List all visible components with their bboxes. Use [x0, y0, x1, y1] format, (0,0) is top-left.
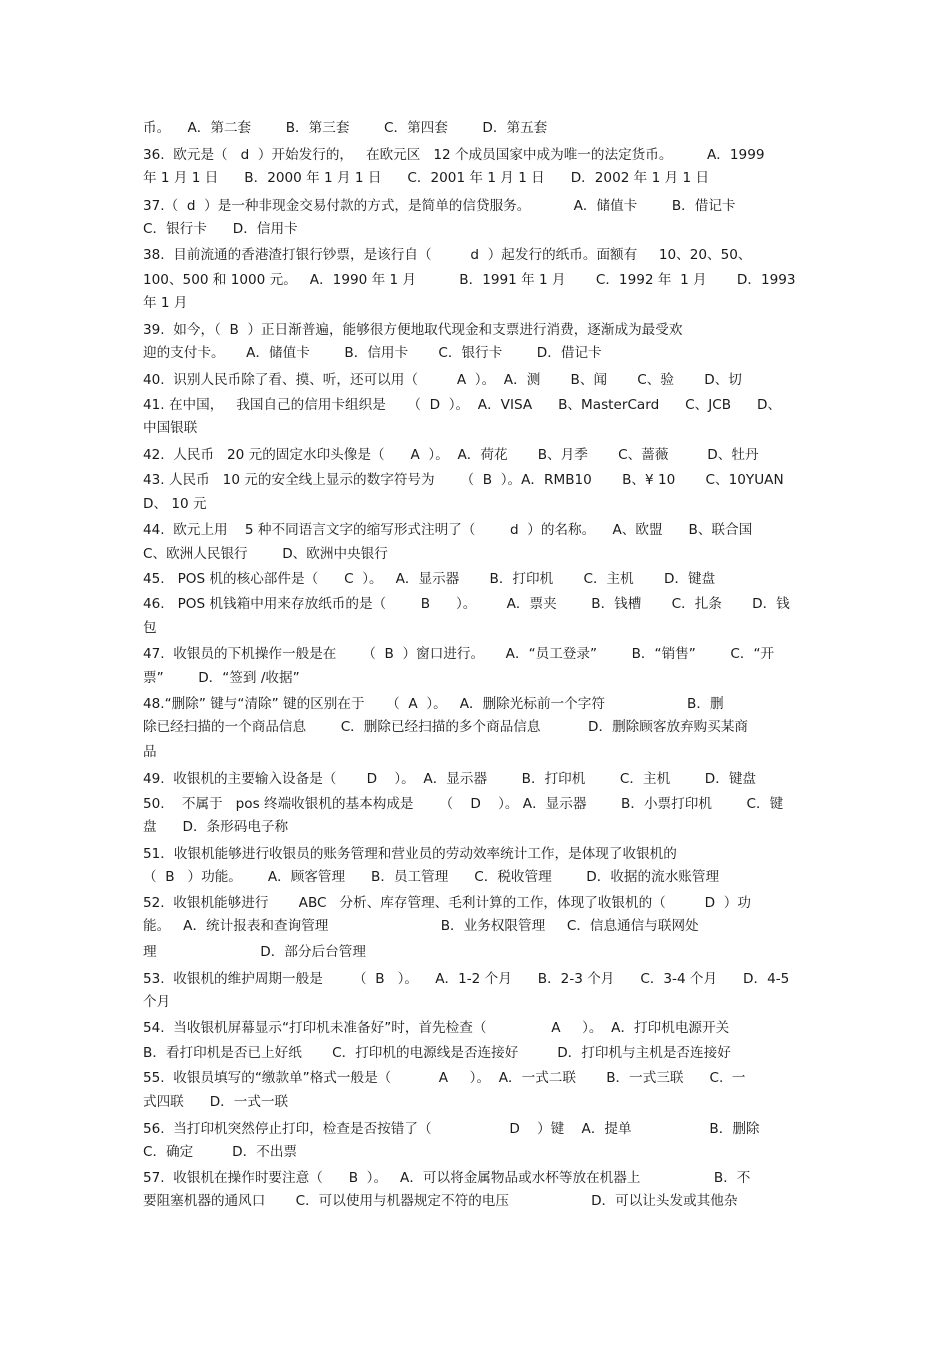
text-line: 47. 收银员的下机操作一般是在 （ B ）窗口进行。 A．“员工登录” B．“销售” C．“开 — [143, 646, 775, 662]
text-line: 票” D．“签到 /收据” — [143, 670, 300, 686]
text-line: 36. 欧元是（ d ）开始发行的， 在欧元区 12 个成员国家中成为唯一的法定货币。 A．1999 — [143, 147, 765, 163]
text-line: 包 — [143, 620, 157, 636]
text-line: 55. 收银员填写的“缴款单”格式一般是（ A ）。 A．一式二联 B．一式三联 C. 一 — [143, 1070, 746, 1086]
text-line: 43. 人民币 10 元的安全线上显示的数字符号为 （ B ）。A．RMB10 B、¥ 10 C、10YUAN — [143, 472, 784, 488]
text-line: 要阻塞机器的通风口 C．可以使用与机器规定不符的电压 D．可以让头发或其他杂 — [143, 1193, 738, 1209]
text-line: 中国银联 — [143, 420, 198, 436]
text-line: 100、500 和 1000 元。 A．1990 年 1 月 B．1991 年 1 月 C．1992 年 1 月 D．1993 — [143, 272, 796, 288]
text-line: 品 — [143, 744, 157, 760]
text-line: 39. 如今，（ B ）正日渐普遍，能够很方便地取代现金和支票进行消费，逐渐成为最受欢 — [143, 322, 683, 338]
text-line: 币。 A．第二套 B．第三套 C．第四套 D．第五套 — [143, 120, 548, 136]
text-line: 53. 收银机的维护周期一般是 （ B ）。 A．1-2 个月 B．2-3 个月 C．3-4 个月 D．4-5 — [143, 971, 790, 987]
text-line: （ B ）功能。 A．顾客管理 B．员工管理 C．税收管理 D．收据的流水账管理 — [143, 869, 720, 885]
text-line: D、 10 元 — [143, 496, 207, 512]
text-line: 42. 人民币 20 元的固定水印头像是（ A ）。 A．荷花 B、月季 C、蔷薇 D、牡丹 — [143, 447, 759, 463]
text-line: 理 D．部分后台管理 — [143, 944, 366, 960]
text-line: 41. 在中国， 我国自己的信用卡组织是 （ D ）。 A．VISA B、MasterCard C、JCB D、 — [143, 397, 782, 413]
text-line: 40. 识别人民币除了看、摸、听，还可以用（ A ）。 A．测 B、闻 C、验 D、切 — [143, 372, 742, 388]
text-line: 除已经扫描的一个商品信息 C．删除已经扫描的多个商品信息 D．删除顾客放弃购买某商 — [143, 719, 749, 735]
text-line: 迎的支付卡。 A．储值卡 B．信用卡 C．银行卡 D．借记卡 — [143, 345, 602, 361]
text-line: 能。 A．统计报表和查询管理 B．业务权限管理 C．信息通信与联网处 — [143, 918, 699, 934]
text-line: 个月 — [143, 994, 171, 1010]
text-line: B．看打印机是否已上好纸 C．打印机的电源线是否连接好 D．打印机与主机是否连接好 — [143, 1045, 731, 1061]
text-line: 56. 当打印机突然停止打印，检查是否按错了（ D ）键 A．提单 B．删除 — [143, 1121, 760, 1137]
text-line: 式四联 D．一式一联 — [143, 1094, 289, 1110]
text-line: 38. 目前流通的香港渣打银行钞票，是该行自（ d ）起发行的纸币。面额有 10、20、50、 — [143, 247, 752, 263]
text-line: 年 1 月 — [143, 295, 188, 311]
text-line: C．确定 D．不出票 — [143, 1144, 298, 1160]
text-line: 45. POS 机的核心部件是（ C ）。 A．显示器 B．打印机 C．主机 D．键盘 — [143, 571, 716, 587]
text-line: C．银行卡 D．信用卡 — [143, 221, 298, 237]
text-line: 50. 不属于 pos 终端收银机的基本构成是 （ D ）。 A．显示器 B．小票打印机 C．键 — [143, 796, 784, 812]
text-line: 48.“删除” 键与“清除” 键的区别在于 （ A ）。 A．删除光标前一个字符 B．删 — [143, 696, 724, 712]
text-line: 52. 收银机能够进行 ABC 分析、库存管理、毛利计算的工作，体现了收银机的（ D ）功 — [143, 895, 751, 911]
text-line: 51．收银机能够进行收银员的账务管理和营业员的劳动效率统计工作，是体现了收银机的 — [143, 846, 677, 862]
text-line: 46. POS 机钱箱中用来存放纸币的是（ B ）。 A．票夹 B．钱槽 C．扎条 D．钱 — [143, 596, 790, 612]
text-line: 年 1 月 1 日 B．2000 年 1 月 1 日 C．2001 年 1 月 1 日 D．2002 年 1 月 1 日 — [143, 170, 710, 186]
text-line: 54. 当收银机屏幕显示“打印机未准备好”时，首先检查（ A ）。 A．打印机电源开关 — [143, 1020, 730, 1036]
text-line: 49. 收银机的主要输入设备是（ D ）。 A．显示器 B．打印机 C．主机 D．键盘 — [143, 771, 757, 787]
text-line: 37.（ d ）是一种非现金交易付款的方式，是简单的信贷服务。 A．储值卡 B．借记卡 — [143, 198, 736, 214]
text-line: 44. 欧元上用 5 种不同语言文字的缩写形式注明了（ d ）的名称。 A、欧盟 B、联合国 — [143, 522, 753, 538]
text-line: 盘 D．条形码电子称 — [143, 819, 289, 835]
text-line: C、欧洲人民银行 D、欧洲中央银行 — [143, 546, 388, 562]
text-line: 57. 收银机在操作时要注意（ B ）。 A．可以将金属物品或水杯等放在机器上 B．不 — [143, 1170, 751, 1186]
